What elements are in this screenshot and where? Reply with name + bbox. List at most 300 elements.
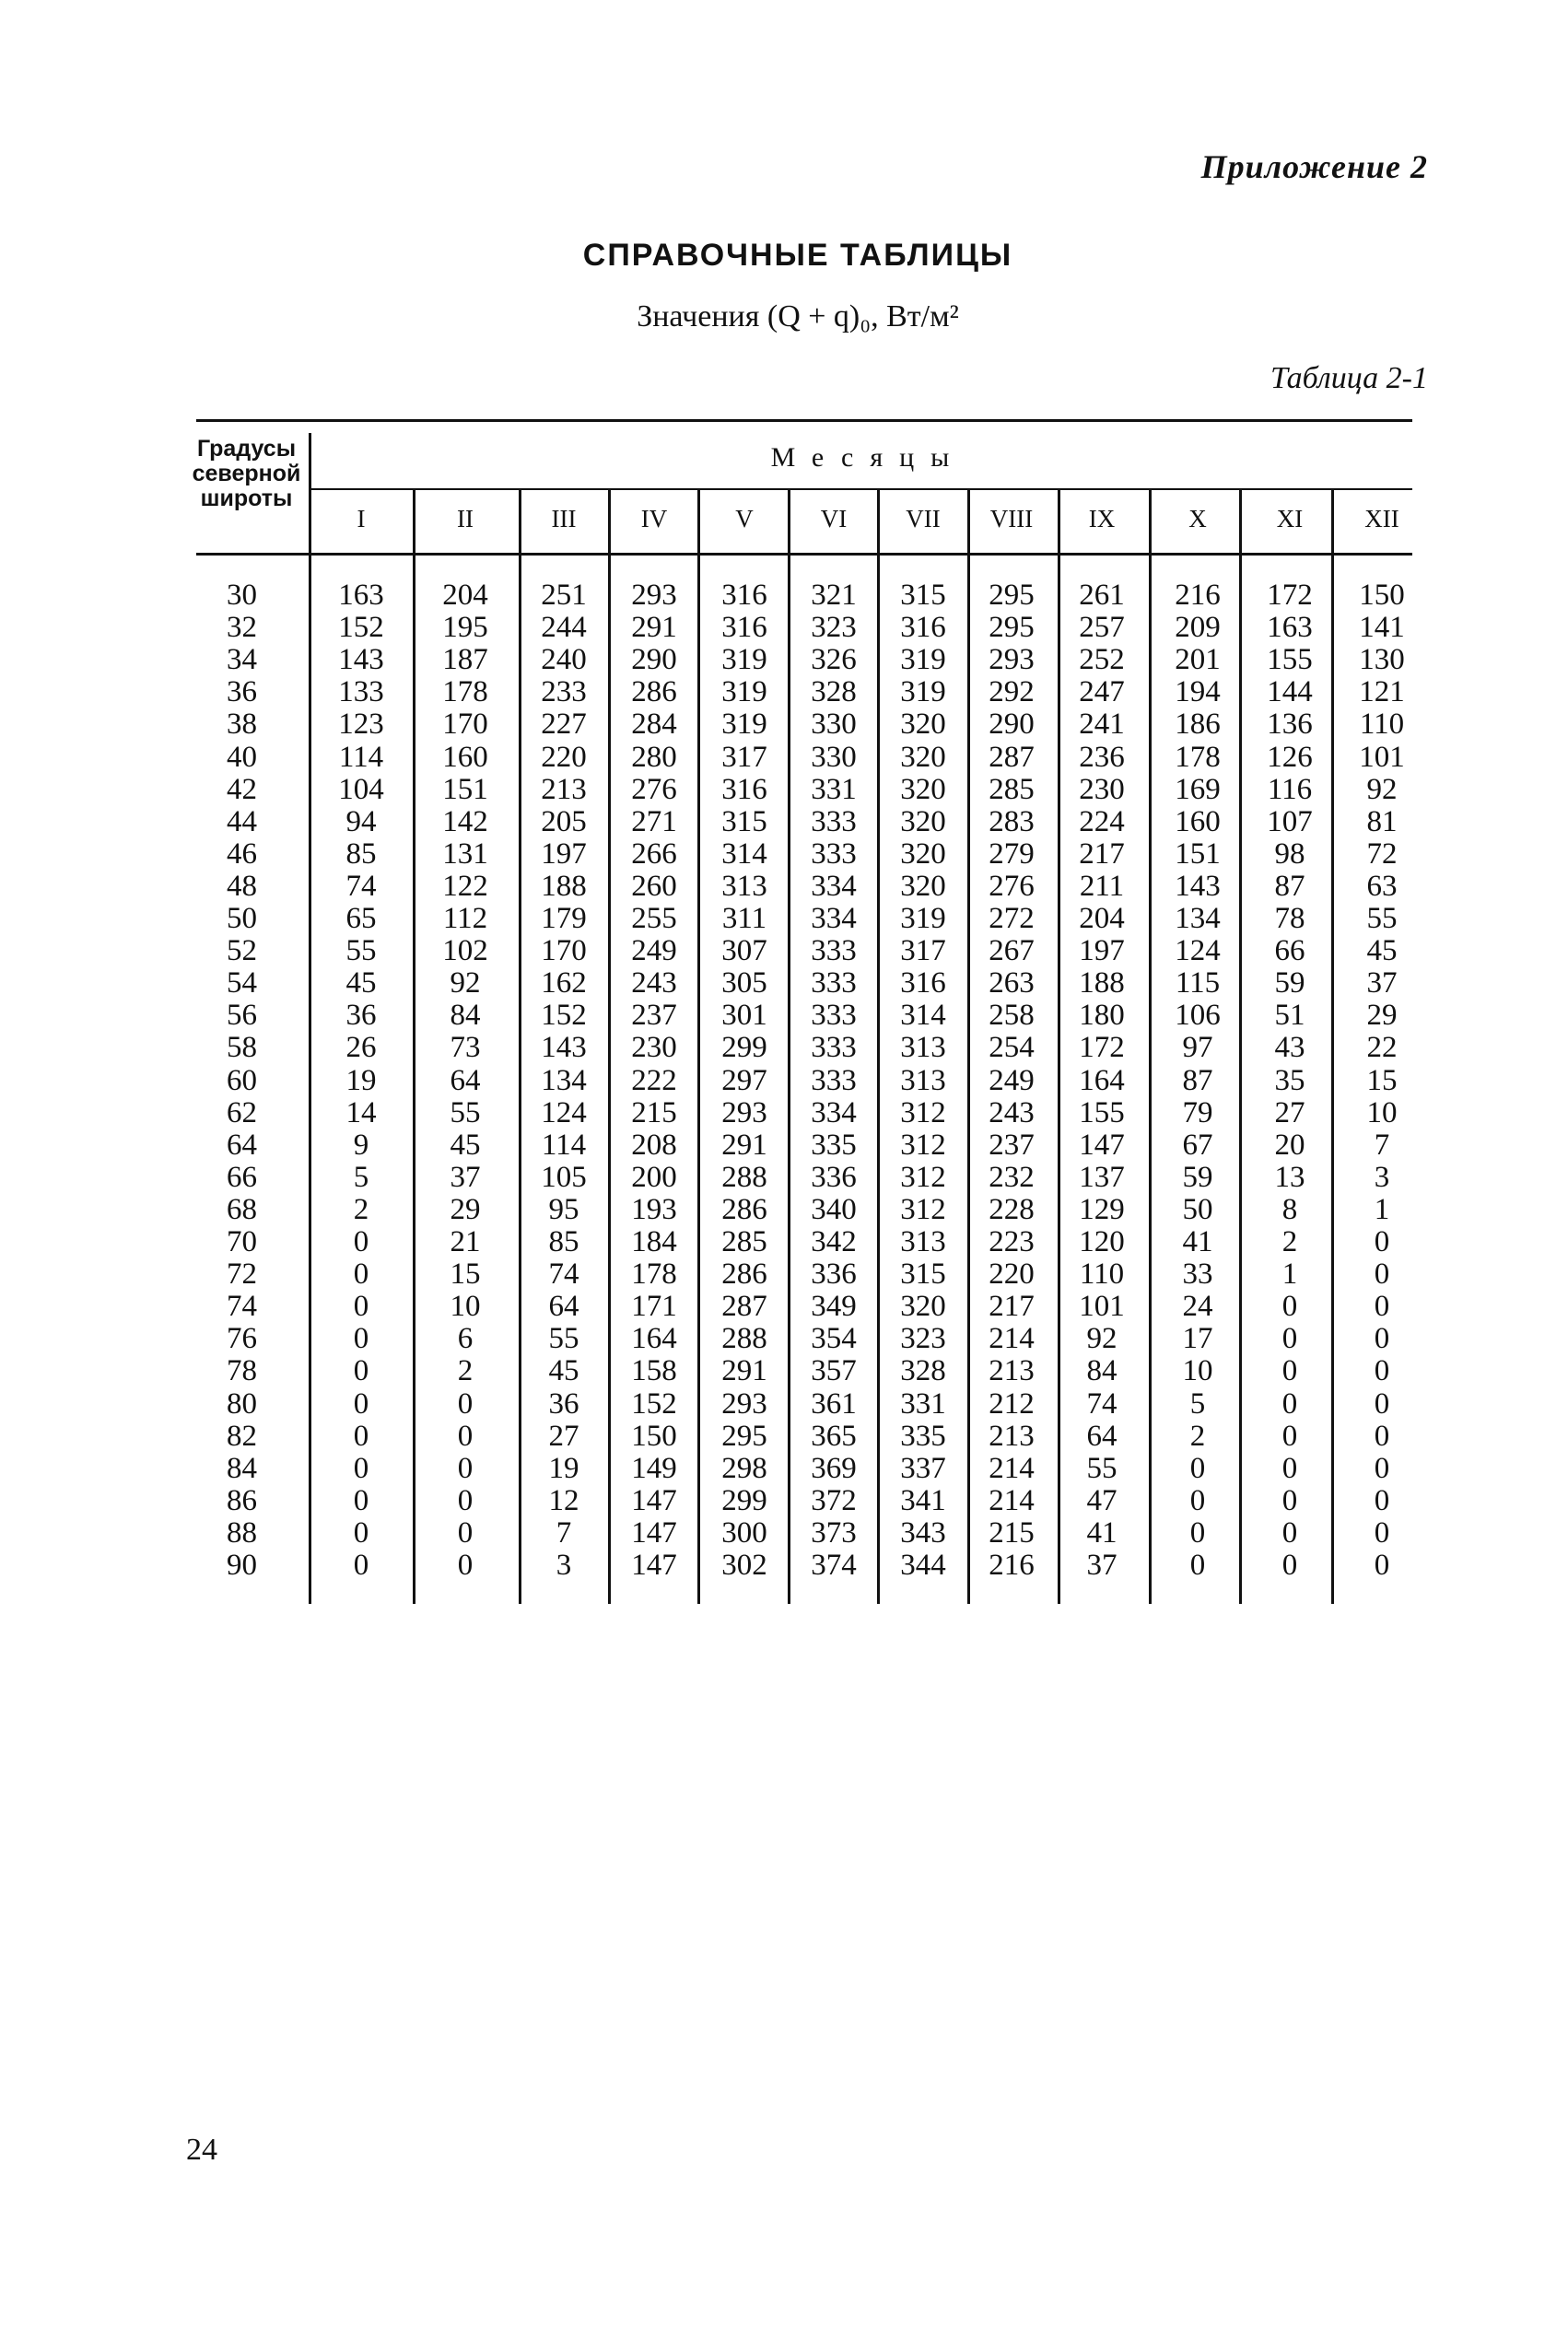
value-cell: 316: [900, 611, 946, 645]
value-cell: 3: [556, 1549, 572, 1582]
value-cell: 7: [1374, 1128, 1390, 1162]
latitude-cell: 72: [227, 1258, 257, 1292]
month-header: VI: [820, 505, 848, 532]
value-cell: 291: [631, 611, 677, 645]
value-cell: 224: [1079, 804, 1125, 838]
value-cell: 0: [457, 1483, 474, 1517]
value-cell: 106: [1175, 999, 1221, 1033]
value-cell: 252: [1079, 643, 1125, 677]
value-cell: 0: [353, 1225, 369, 1258]
value-cell: 15: [1366, 1063, 1398, 1097]
value-cell: 230: [1079, 772, 1125, 806]
value-cell: 315: [721, 804, 767, 838]
value-cell: 136: [1267, 708, 1313, 742]
value-cell: 55: [1086, 1451, 1117, 1485]
value-cell: 147: [1079, 1128, 1125, 1162]
value-cell: 133: [338, 675, 384, 709]
value-cell: 315: [900, 579, 946, 612]
value-cell: 213: [989, 1354, 1035, 1388]
header-bottom-rule: [196, 553, 1412, 556]
month-header: V: [735, 505, 754, 532]
value-cell: 266: [631, 836, 677, 871]
value-cell: 317: [721, 740, 767, 774]
value-cell: 316: [721, 579, 767, 612]
value-cell: 124: [541, 1095, 587, 1129]
value-cell: 321: [811, 579, 857, 612]
value-cell: 193: [631, 1192, 677, 1226]
value-cell: 150: [631, 1419, 677, 1453]
value-cell: 215: [631, 1095, 677, 1129]
value-cell: 45: [1366, 934, 1398, 968]
value-cell: 121: [1359, 675, 1405, 709]
value-cell: 0: [1281, 1290, 1298, 1324]
value-cell: 10: [450, 1290, 481, 1324]
value-cell: 0: [1374, 1354, 1390, 1388]
value-cell: 197: [1079, 934, 1125, 968]
value-cell: 155: [1267, 643, 1313, 677]
value-cell: 205: [541, 804, 587, 838]
value-cell: 319: [900, 675, 946, 709]
value-cell: 251: [541, 579, 587, 612]
value-cell: 160: [1175, 804, 1221, 838]
value-cell: 0: [1281, 1549, 1298, 1582]
value-cell: 66: [1274, 934, 1305, 968]
latitude-cell: 46: [227, 836, 257, 871]
value-cell: 311: [721, 902, 767, 935]
value-cell: 293: [721, 1095, 767, 1129]
value-cell: 3: [1374, 1160, 1390, 1194]
value-cell: 200: [631, 1160, 677, 1194]
value-cell: 178: [442, 675, 488, 709]
latitude-cell: 66: [227, 1160, 257, 1194]
value-cell: 170: [541, 934, 587, 968]
value-cell: 26: [345, 1031, 377, 1065]
value-cell: 243: [989, 1095, 1035, 1129]
value-cell: 47: [1086, 1483, 1117, 1517]
latitude-cell: 78: [227, 1354, 257, 1388]
value-cell: 328: [900, 1354, 946, 1388]
value-cell: 64: [450, 1063, 481, 1097]
value-cell: 0: [1374, 1549, 1390, 1582]
value-cell: 114: [338, 740, 384, 774]
value-cell: 163: [338, 579, 384, 612]
value-cell: 316: [721, 772, 767, 806]
value-cell: 0: [1374, 1322, 1390, 1356]
value-cell: 55: [548, 1322, 579, 1356]
latitude-cell: 82: [227, 1419, 257, 1453]
value-cell: 85: [548, 1225, 579, 1258]
value-cell: 45: [450, 1128, 481, 1162]
value-cell: 334: [811, 902, 857, 935]
value-cell: 152: [541, 999, 587, 1033]
value-cell: 213: [989, 1419, 1035, 1453]
value-cell: 319: [721, 643, 767, 677]
value-cell: 172: [1079, 1031, 1125, 1065]
value-cell: 112: [442, 902, 488, 935]
column-divider: [309, 433, 311, 1604]
value-cell: 151: [442, 772, 488, 806]
value-cell: 244: [541, 611, 587, 645]
value-cell: 336: [811, 1160, 857, 1194]
value-cell: 320: [900, 772, 946, 806]
value-cell: 328: [811, 675, 857, 709]
value-cell: 0: [1189, 1451, 1206, 1485]
value-cell: 2: [457, 1354, 474, 1388]
latitude-cell: 48: [227, 869, 257, 903]
value-cell: 374: [811, 1549, 857, 1582]
month-header: VII: [906, 505, 941, 532]
value-cell: 335: [811, 1128, 857, 1162]
value-cell: 0: [457, 1386, 474, 1421]
value-cell: 213: [541, 772, 587, 806]
value-cell: 164: [1079, 1063, 1125, 1097]
latitude-cell: 54: [227, 966, 257, 1000]
value-cell: 285: [989, 772, 1035, 806]
value-cell: 312: [900, 1095, 946, 1129]
value-cell: 64: [548, 1290, 579, 1324]
value-cell: 258: [989, 999, 1035, 1033]
value-cell: 187: [442, 643, 488, 677]
value-cell: 43: [1274, 1031, 1305, 1065]
value-cell: 107: [1267, 804, 1313, 838]
value-cell: 163: [1267, 611, 1313, 645]
value-cell: 286: [631, 675, 677, 709]
value-cell: 288: [721, 1160, 767, 1194]
value-cell: 74: [1086, 1386, 1117, 1421]
value-cell: 333: [811, 966, 857, 1000]
value-cell: 97: [1182, 1031, 1213, 1065]
value-cell: 272: [989, 902, 1035, 935]
value-cell: 317: [900, 934, 946, 968]
latitude-cell: 62: [227, 1095, 257, 1129]
value-cell: 160: [442, 740, 488, 774]
value-cell: 0: [1189, 1515, 1206, 1550]
value-cell: 10: [1366, 1095, 1398, 1129]
value-cell: 50: [1182, 1192, 1213, 1226]
value-cell: 320: [900, 708, 946, 742]
value-cell: 178: [1175, 740, 1221, 774]
value-cell: 286: [721, 1192, 767, 1226]
value-cell: 0: [353, 1549, 369, 1582]
value-cell: 0: [1374, 1515, 1390, 1550]
value-cell: 228: [989, 1192, 1035, 1226]
latitude-cell: 36: [227, 675, 257, 709]
value-cell: 188: [541, 869, 587, 903]
value-cell: 2: [1281, 1225, 1298, 1258]
value-cell: 354: [811, 1322, 857, 1356]
value-cell: 74: [548, 1258, 579, 1292]
value-cell: 330: [811, 708, 857, 742]
value-cell: 124: [1175, 934, 1221, 968]
value-cell: 315: [900, 1258, 946, 1292]
value-cell: 2: [353, 1192, 369, 1226]
value-cell: 290: [631, 643, 677, 677]
latitude-cell: 50: [227, 902, 257, 935]
value-cell: 101: [1359, 740, 1405, 774]
value-cell: 220: [541, 740, 587, 774]
value-cell: 295: [989, 611, 1035, 645]
value-cell: 105: [541, 1160, 587, 1194]
value-cell: 232: [989, 1160, 1035, 1194]
value-cell: 331: [900, 1386, 946, 1421]
value-cell: 230: [631, 1031, 677, 1065]
value-cell: 102: [442, 934, 488, 968]
value-cell: 243: [631, 966, 677, 1000]
value-cell: 216: [989, 1549, 1035, 1582]
value-cell: 333: [811, 1031, 857, 1065]
value-cell: 134: [1175, 902, 1221, 935]
value-cell: 180: [1079, 999, 1125, 1033]
value-cell: 211: [1079, 869, 1125, 903]
value-cell: 9: [353, 1128, 369, 1162]
value-cell: 0: [1189, 1549, 1206, 1582]
value-cell: 17: [1182, 1322, 1213, 1356]
value-cell: 5: [353, 1160, 369, 1194]
value-cell: 298: [721, 1451, 767, 1485]
latitude-cell: 38: [227, 708, 257, 742]
latitude-cell: 58: [227, 1031, 257, 1065]
value-cell: 291: [721, 1128, 767, 1162]
value-cell: 147: [631, 1549, 677, 1582]
value-cell: 276: [631, 772, 677, 806]
value-cell: 85: [345, 836, 377, 871]
value-cell: 152: [338, 611, 384, 645]
value-cell: 344: [900, 1549, 946, 1582]
value-cell: 0: [353, 1451, 369, 1485]
value-cell: 0: [1281, 1483, 1298, 1517]
table-label: Таблица 2-1: [1270, 361, 1428, 395]
value-cell: 95: [548, 1192, 579, 1226]
value-cell: 126: [1267, 740, 1313, 774]
value-cell: 21: [450, 1225, 481, 1258]
value-cell: 249: [631, 934, 677, 968]
value-cell: 301: [721, 999, 767, 1033]
value-cell: 92: [1366, 772, 1398, 806]
column-divider: [1149, 488, 1152, 1604]
value-cell: 179: [541, 902, 587, 935]
value-cell: 263: [989, 966, 1035, 1000]
value-cell: 316: [900, 966, 946, 1000]
value-cell: 171: [631, 1290, 677, 1324]
value-cell: 261: [1079, 579, 1125, 612]
value-cell: 13: [1274, 1160, 1305, 1194]
latitude-cell: 44: [227, 804, 257, 838]
latitude-cell: 74: [227, 1290, 257, 1324]
value-cell: 333: [811, 1063, 857, 1097]
value-cell: 73: [450, 1031, 481, 1065]
value-cell: 201: [1175, 643, 1221, 677]
value-cell: 319: [721, 708, 767, 742]
month-header: I: [357, 505, 366, 532]
value-cell: 0: [353, 1419, 369, 1453]
value-cell: 307: [721, 934, 767, 968]
value-cell: 284: [631, 708, 677, 742]
value-cell: 249: [989, 1063, 1035, 1097]
value-cell: 188: [1079, 966, 1125, 1000]
value-cell: 155: [1079, 1095, 1125, 1129]
value-cell: 37: [1366, 966, 1398, 1000]
value-cell: 12: [548, 1483, 579, 1517]
value-cell: 143: [541, 1031, 587, 1065]
value-cell: 216: [1175, 579, 1221, 612]
months-group-header: Месяцы: [770, 442, 966, 473]
value-cell: 169: [1175, 772, 1221, 806]
value-cell: 92: [450, 966, 481, 1000]
value-cell: 0: [1374, 1483, 1390, 1517]
value-cell: 0: [457, 1419, 474, 1453]
latitude-cell: 42: [227, 772, 257, 806]
value-cell: 209: [1175, 611, 1221, 645]
value-cell: 143: [338, 643, 384, 677]
value-cell: 144: [1267, 675, 1313, 709]
value-cell: 290: [989, 708, 1035, 742]
month-header: IX: [1088, 505, 1116, 532]
value-cell: 137: [1079, 1160, 1125, 1194]
value-cell: 336: [811, 1258, 857, 1292]
value-cell: 257: [1079, 611, 1125, 645]
value-cell: 24: [1182, 1290, 1213, 1324]
value-cell: 197: [541, 836, 587, 871]
value-cell: 271: [631, 804, 677, 838]
latitude-cell: 86: [227, 1483, 257, 1517]
value-cell: 0: [457, 1549, 474, 1582]
value-cell: 29: [1366, 999, 1398, 1033]
value-cell: 0: [353, 1290, 369, 1324]
latitude-cell: 64: [227, 1128, 257, 1162]
value-cell: 323: [900, 1322, 946, 1356]
value-cell: 312: [900, 1128, 946, 1162]
value-cell: 81: [1366, 804, 1398, 838]
value-cell: 291: [721, 1354, 767, 1388]
value-cell: 227: [541, 708, 587, 742]
value-cell: 129: [1079, 1192, 1125, 1226]
value-cell: 63: [1366, 869, 1398, 903]
latitude-cell: 52: [227, 934, 257, 968]
value-cell: 194: [1175, 675, 1221, 709]
value-cell: 316: [721, 611, 767, 645]
value-cell: 222: [631, 1063, 677, 1097]
latitude-cell: 84: [227, 1451, 257, 1485]
months-divider-rule: [309, 488, 1412, 490]
latitude-cell: 60: [227, 1063, 257, 1097]
value-cell: 55: [345, 934, 377, 968]
value-cell: 373: [811, 1515, 857, 1550]
month-header: XI: [1276, 505, 1304, 532]
value-cell: 98: [1274, 836, 1305, 871]
latitude-cell: 70: [227, 1225, 257, 1258]
value-cell: 101: [1079, 1290, 1125, 1324]
value-cell: 247: [1079, 675, 1125, 709]
latitude-cell: 40: [227, 740, 257, 774]
value-cell: 342: [811, 1225, 857, 1258]
value-cell: 299: [721, 1031, 767, 1065]
latitude-cell: 30: [227, 579, 257, 612]
value-cell: 36: [548, 1386, 579, 1421]
value-cell: 110: [1079, 1258, 1125, 1292]
table-top-rule: [196, 419, 1412, 422]
value-cell: 45: [548, 1354, 579, 1388]
value-cell: 223: [989, 1225, 1035, 1258]
value-cell: 320: [900, 869, 946, 903]
table-subtitle: Значения (Q + q)₀, Вт/м²: [637, 299, 959, 333]
value-cell: 1: [1374, 1192, 1390, 1226]
value-cell: 293: [631, 579, 677, 612]
value-cell: 45: [345, 966, 377, 1000]
value-cell: 170: [442, 708, 488, 742]
value-cell: 5: [1189, 1386, 1206, 1421]
value-cell: 215: [989, 1515, 1035, 1550]
value-cell: 297: [721, 1063, 767, 1097]
value-cell: 320: [900, 836, 946, 871]
latitude-cell: 90: [227, 1549, 257, 1582]
value-cell: 158: [631, 1354, 677, 1388]
value-cell: 64: [1086, 1419, 1117, 1453]
value-cell: 349: [811, 1290, 857, 1324]
latitude-cell: 88: [227, 1515, 257, 1550]
value-cell: 151: [1175, 836, 1221, 871]
value-cell: 320: [900, 740, 946, 774]
value-cell: 276: [989, 869, 1035, 903]
value-cell: 220: [989, 1258, 1035, 1292]
value-cell: 2: [1189, 1419, 1206, 1453]
value-cell: 283: [989, 804, 1035, 838]
value-cell: 0: [1374, 1419, 1390, 1453]
latitude-column-header: Градусы северной широты: [192, 436, 301, 511]
value-cell: 214: [989, 1451, 1035, 1485]
value-cell: 87: [1274, 869, 1305, 903]
value-cell: 65: [345, 902, 377, 935]
value-cell: 299: [721, 1483, 767, 1517]
value-cell: 131: [442, 836, 488, 871]
value-cell: 150: [1359, 579, 1405, 612]
value-cell: 130: [1359, 643, 1405, 677]
value-cell: 59: [1182, 1160, 1213, 1194]
value-cell: 0: [1281, 1451, 1298, 1485]
value-cell: 333: [811, 836, 857, 871]
value-cell: 293: [989, 643, 1035, 677]
value-cell: 27: [548, 1419, 579, 1453]
value-cell: 333: [811, 999, 857, 1033]
value-cell: 0: [1374, 1451, 1390, 1485]
latitude-cell: 80: [227, 1386, 257, 1421]
value-cell: 333: [811, 934, 857, 968]
value-cell: 0: [1374, 1258, 1390, 1292]
value-cell: 41: [1086, 1515, 1117, 1550]
value-cell: 267: [989, 934, 1035, 968]
month-header: III: [551, 505, 577, 532]
latitude-cell: 68: [227, 1192, 257, 1226]
value-cell: 15: [450, 1258, 481, 1292]
value-cell: 35: [1274, 1063, 1305, 1097]
value-cell: 212: [989, 1386, 1035, 1421]
month-header: IV: [640, 505, 668, 532]
month-header: VIII: [989, 505, 1034, 532]
value-cell: 6: [457, 1322, 474, 1356]
value-cell: 279: [989, 836, 1035, 871]
value-cell: 287: [989, 740, 1035, 774]
value-cell: 295: [989, 579, 1035, 612]
value-cell: 334: [811, 869, 857, 903]
value-cell: 141: [1359, 611, 1405, 645]
value-cell: 260: [631, 869, 677, 903]
latitude-cell: 56: [227, 999, 257, 1033]
value-cell: 143: [1175, 869, 1221, 903]
value-cell: 285: [721, 1225, 767, 1258]
value-cell: 312: [900, 1192, 946, 1226]
value-cell: 0: [1281, 1386, 1298, 1421]
value-cell: 0: [457, 1451, 474, 1485]
value-cell: 147: [631, 1483, 677, 1517]
